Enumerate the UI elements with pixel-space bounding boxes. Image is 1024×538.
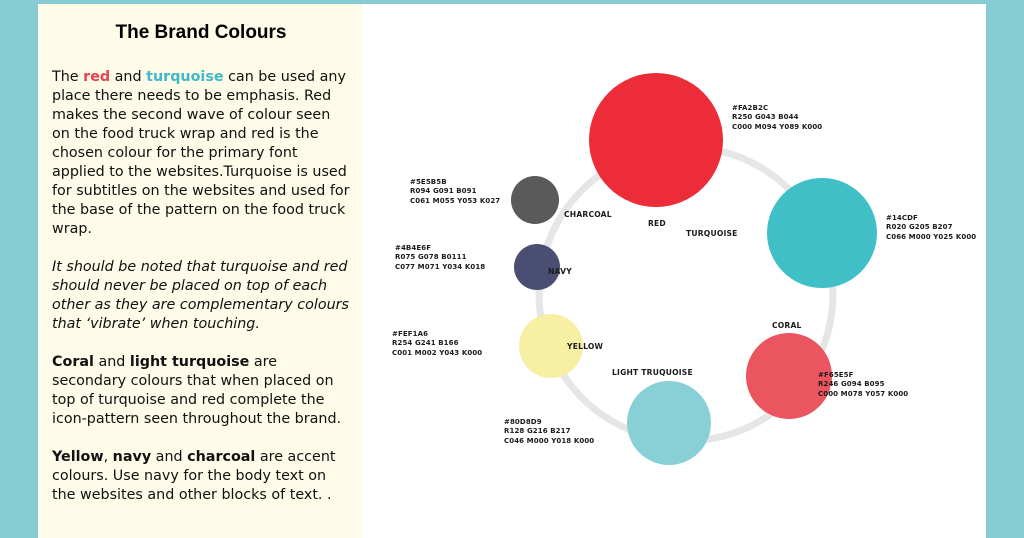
colour-wheel-diagram — [362, 4, 986, 538]
text-span: The — [52, 69, 84, 85]
paragraph-secondary-colours — [52, 353, 350, 429]
word-turquoise: turquoise — [146, 69, 224, 85]
page-title: The Brand Colours — [115, 22, 287, 43]
hex-turquoise: #14CDF — [886, 214, 918, 222]
codes-light-turquoise — [504, 418, 594, 446]
text-span: are secondary colours that when placed on top of turquoise and red complete the icon-pattern seen throughout the brand. — [52, 354, 342, 427]
codes-coral — [818, 371, 908, 399]
cmyk-turquoise: C066 M000 Y025 K000 — [886, 232, 977, 241]
cmyk-yellow: C001 M002 Y043 K000 — [392, 348, 483, 357]
rgb-charcoal: R094 G091 B091 — [410, 187, 477, 196]
hex-charcoal: #5E5B5B — [410, 178, 447, 186]
text-span: and — [93, 354, 130, 370]
paragraph-accent-colours — [52, 448, 350, 505]
rgb-coral: R246 G094 B095 — [818, 380, 885, 389]
word-light-turquoise: light turquoise — [129, 354, 250, 370]
label-light-turquoise: LIGHT TRUQUOISE — [612, 368, 693, 377]
label-coral: CORAL — [772, 321, 802, 330]
text-span: and — [151, 449, 188, 465]
codes-charcoal — [410, 178, 500, 206]
hex-yellow: #FEF1A6 — [392, 330, 429, 338]
rgb-navy: R075 G078 B0111 — [395, 253, 467, 262]
text-span: and — [110, 69, 147, 85]
hex-navy: #4B4E6F — [395, 244, 432, 252]
label-red: RED — [648, 219, 666, 228]
codes-yellow — [392, 330, 482, 358]
cmyk-red: C000 M094 Y089 K000 — [732, 122, 823, 131]
cmyk-charcoal: C061 M055 Y053 K027 — [410, 196, 501, 205]
label-charcoal: CHARCOAL — [564, 210, 612, 219]
paragraph-emphasis-colours — [52, 68, 350, 239]
hex-red: #FA2B2C — [732, 104, 769, 112]
text-span: can be used any place there needs to be emphasis. Red makes the second wave of colour seen on the food truck wrap and red is the chosen colour for the primary font applied to the websites.Turquoise is used for subtitles on the websites and used for the base of the pattern on the food truck wrap. — [52, 69, 350, 237]
word-red: red — [83, 69, 111, 85]
label-yellow: YELLOW — [567, 342, 604, 351]
hex-light-turquoise: #80D8D9 — [504, 418, 542, 426]
codes-navy — [395, 244, 485, 272]
text-panel — [38, 4, 362, 538]
word-yellow: Yellow — [52, 449, 104, 465]
swatch-light-turquoise — [627, 381, 711, 465]
swatch-charcoal — [511, 176, 559, 224]
text-span: are accent colours. Use navy for the body text on the websites and other blocks of text. . — [52, 449, 336, 503]
paragraph-note: It should be noted that turquoise and red should never be placed on top of each other as they are complementary colours that ‘vibrate’ when touching. — [52, 259, 349, 332]
codes-turquoise — [886, 214, 976, 242]
rgb-yellow: R254 G241 B166 — [392, 339, 459, 348]
label-navy: NAVY — [548, 267, 572, 276]
codes-red — [732, 104, 822, 132]
swatch-red — [589, 73, 723, 207]
rgb-light-turquoise: R128 G216 B217 — [504, 427, 571, 436]
cmyk-navy: C077 M071 Y034 K018 — [395, 262, 486, 271]
infographic-frame — [38, 4, 986, 538]
cmyk-light-turquoise: C046 M000 Y018 K000 — [504, 436, 595, 445]
swatch-turquoise — [767, 178, 877, 288]
word-coral: Coral — [52, 354, 94, 370]
rgb-red: R250 G043 B044 — [732, 113, 799, 122]
word-charcoal: charcoal — [187, 449, 256, 465]
word-navy: navy — [112, 449, 152, 465]
hex-coral: #F65E5F — [818, 371, 854, 379]
label-turquoise: TURQUOISE — [686, 229, 738, 238]
cmyk-coral: C000 M078 Y057 K000 — [818, 389, 909, 398]
rgb-turquoise: R020 G205 B207 — [886, 223, 953, 232]
text-span: , — [103, 449, 113, 465]
